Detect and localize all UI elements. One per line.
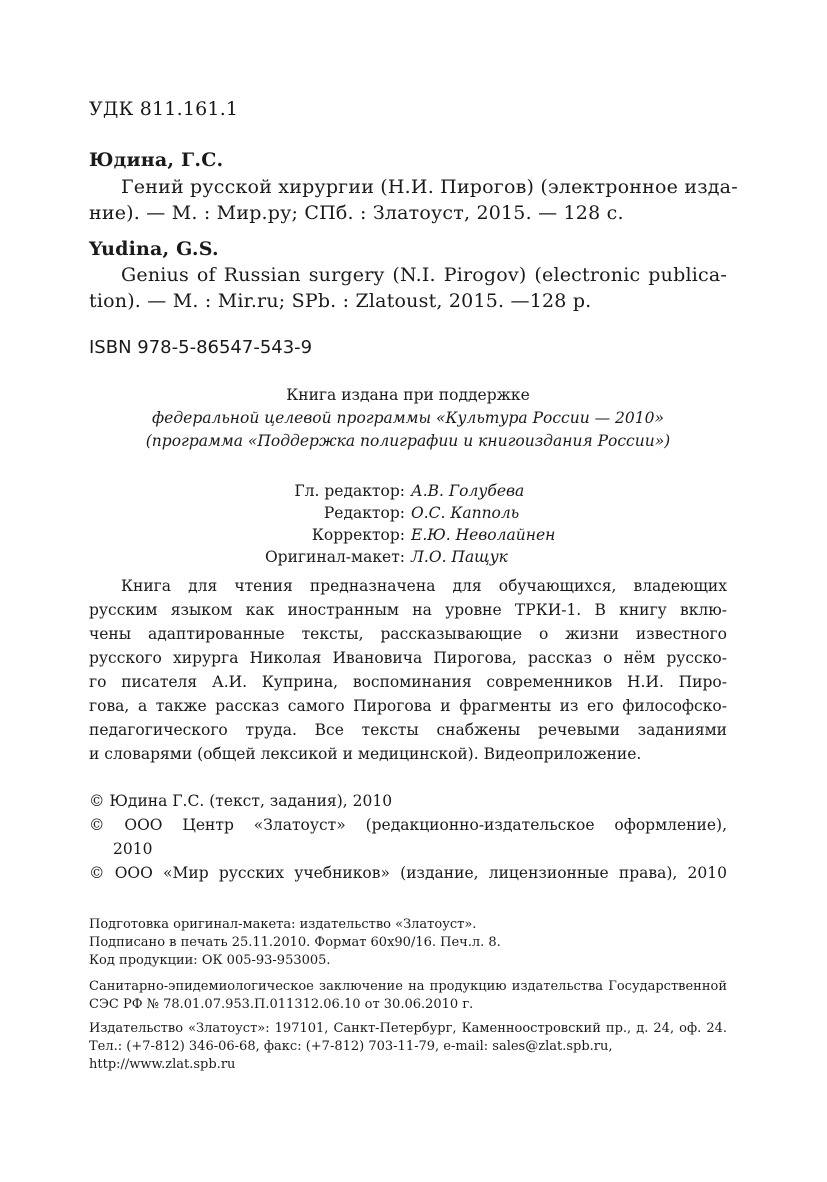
credit-name: Л.О. Пащук — [411, 548, 508, 566]
support-program: федеральной целевой программы «Культура России — 2010» — [152, 409, 664, 427]
credit-name: А.В. Голубева — [411, 482, 525, 500]
imprint-sanitary: Санитарно-эпидемиологическое заключение на продукцию издательства Государственной — [89, 979, 727, 994]
credit-name: О.С. Капполь — [411, 504, 520, 522]
credit-role: Оригинал-макет: — [264, 548, 405, 566]
annotation-line: педагогического труда. Все тексты снабжены речевыми заданиями — [89, 721, 727, 739]
copyright-author: © Юдина Г.С. (текст, задания), 2010 — [89, 792, 393, 810]
credit-name: Е.Ю. Неволайнен — [411, 526, 556, 544]
copyright-zlatoust-year: 2010 — [113, 840, 153, 858]
support-line: Книга издана при поддержке — [286, 386, 530, 404]
imprint-code: Код продукции: ОК 005-93-953005. — [89, 953, 331, 968]
isbn: ISBN 978-5-86547-543-9 — [89, 337, 313, 358]
imprint-publisher-contacts: Тел.: (+7-812) 346-06-68, факс: (+7-812) 703-11-79, e-mail: sales@zlat.spb.ru, — [89, 1039, 613, 1054]
credit-row — [200, 526, 620, 548]
credit-row — [200, 482, 620, 504]
credit-role: Корректор: — [311, 526, 405, 544]
annotation-line: гова, а также рассказ самого Пирогова и фрагменты из его философско- — [89, 697, 727, 715]
udk-code: УДК 811.161.1 — [89, 98, 239, 120]
annotation-line: го писателя А.И. Куприна, воспоминания современников Н.И. Пиро- — [89, 673, 727, 691]
support-subprogram: (программа «Поддержка полиграфии и книгоиздания России») — [145, 432, 671, 450]
en-pub-line: tion). — M. : Mir.ru; SPb. : Zlatoust, 2015. —128 p. — [89, 290, 592, 312]
copyright-zlatoust: © ООО Центр «Златоуст» (редакционно-издательское оформление), — [89, 816, 727, 834]
imprint-publisher-website: http://www.zlat.spb.ru — [89, 1057, 236, 1072]
en-author: Yudina, G.S. — [89, 238, 219, 260]
annotation-line: чены адаптированные тексты, рассказывающие о жизни известного — [89, 625, 727, 643]
annotation-line: русского хирурга Николая Ивановича Пирогова, рассказ о нём русско- — [89, 649, 727, 667]
ru-author: Юдина, Г.С. — [89, 149, 224, 171]
imprint-publisher-address: Издательство «Златоуст»: 197101, Санкт-Петербург, Каменноостровский пр., д. 24, оф. 24. — [89, 1021, 727, 1036]
imprint-prep: Подготовка оригинал-макета: издательство «Златоуст». — [89, 917, 477, 932]
credit-row — [200, 504, 620, 526]
copyright-mir: © ООО «Мир русских учебников» (издание, лицензионные права), 2010 — [89, 864, 727, 882]
credit-row — [200, 548, 620, 570]
ru-pub-line: ние). — М. : Мир.ру; СПб. : Златоуст, 2015. — 128 с. — [89, 202, 624, 224]
credits-block — [200, 482, 620, 570]
credit-role: Редактор: — [323, 504, 405, 522]
annotation-line: русским языком как иностранным на уровне ТРКИ-1. В книгу вклю- — [89, 601, 727, 619]
annotation-line: и словарями (общей лексикой и медицинской). Видеоприложение. — [89, 745, 642, 763]
credit-role: Гл. редактор: — [294, 482, 405, 500]
imprint-signed: Подписано в печать 25.11.2010. Формат 60x90/16. Печ.л. 8. — [89, 935, 501, 950]
imprint-sanitary-number: СЭС РФ № 78.01.07.953.П.011312.06.10 от 30.06.2010 г. — [89, 997, 474, 1012]
ru-title-line: Гений русской хирургии (Н.И. Пирогов) (электронное изда- — [121, 176, 738, 198]
en-title-line: Genius of Russian surgery (N.I. Pirogov) (electronic publica- — [121, 264, 727, 286]
annotation-line: Книга для чтения предназначена для обучающихся, владеющих — [121, 577, 727, 595]
